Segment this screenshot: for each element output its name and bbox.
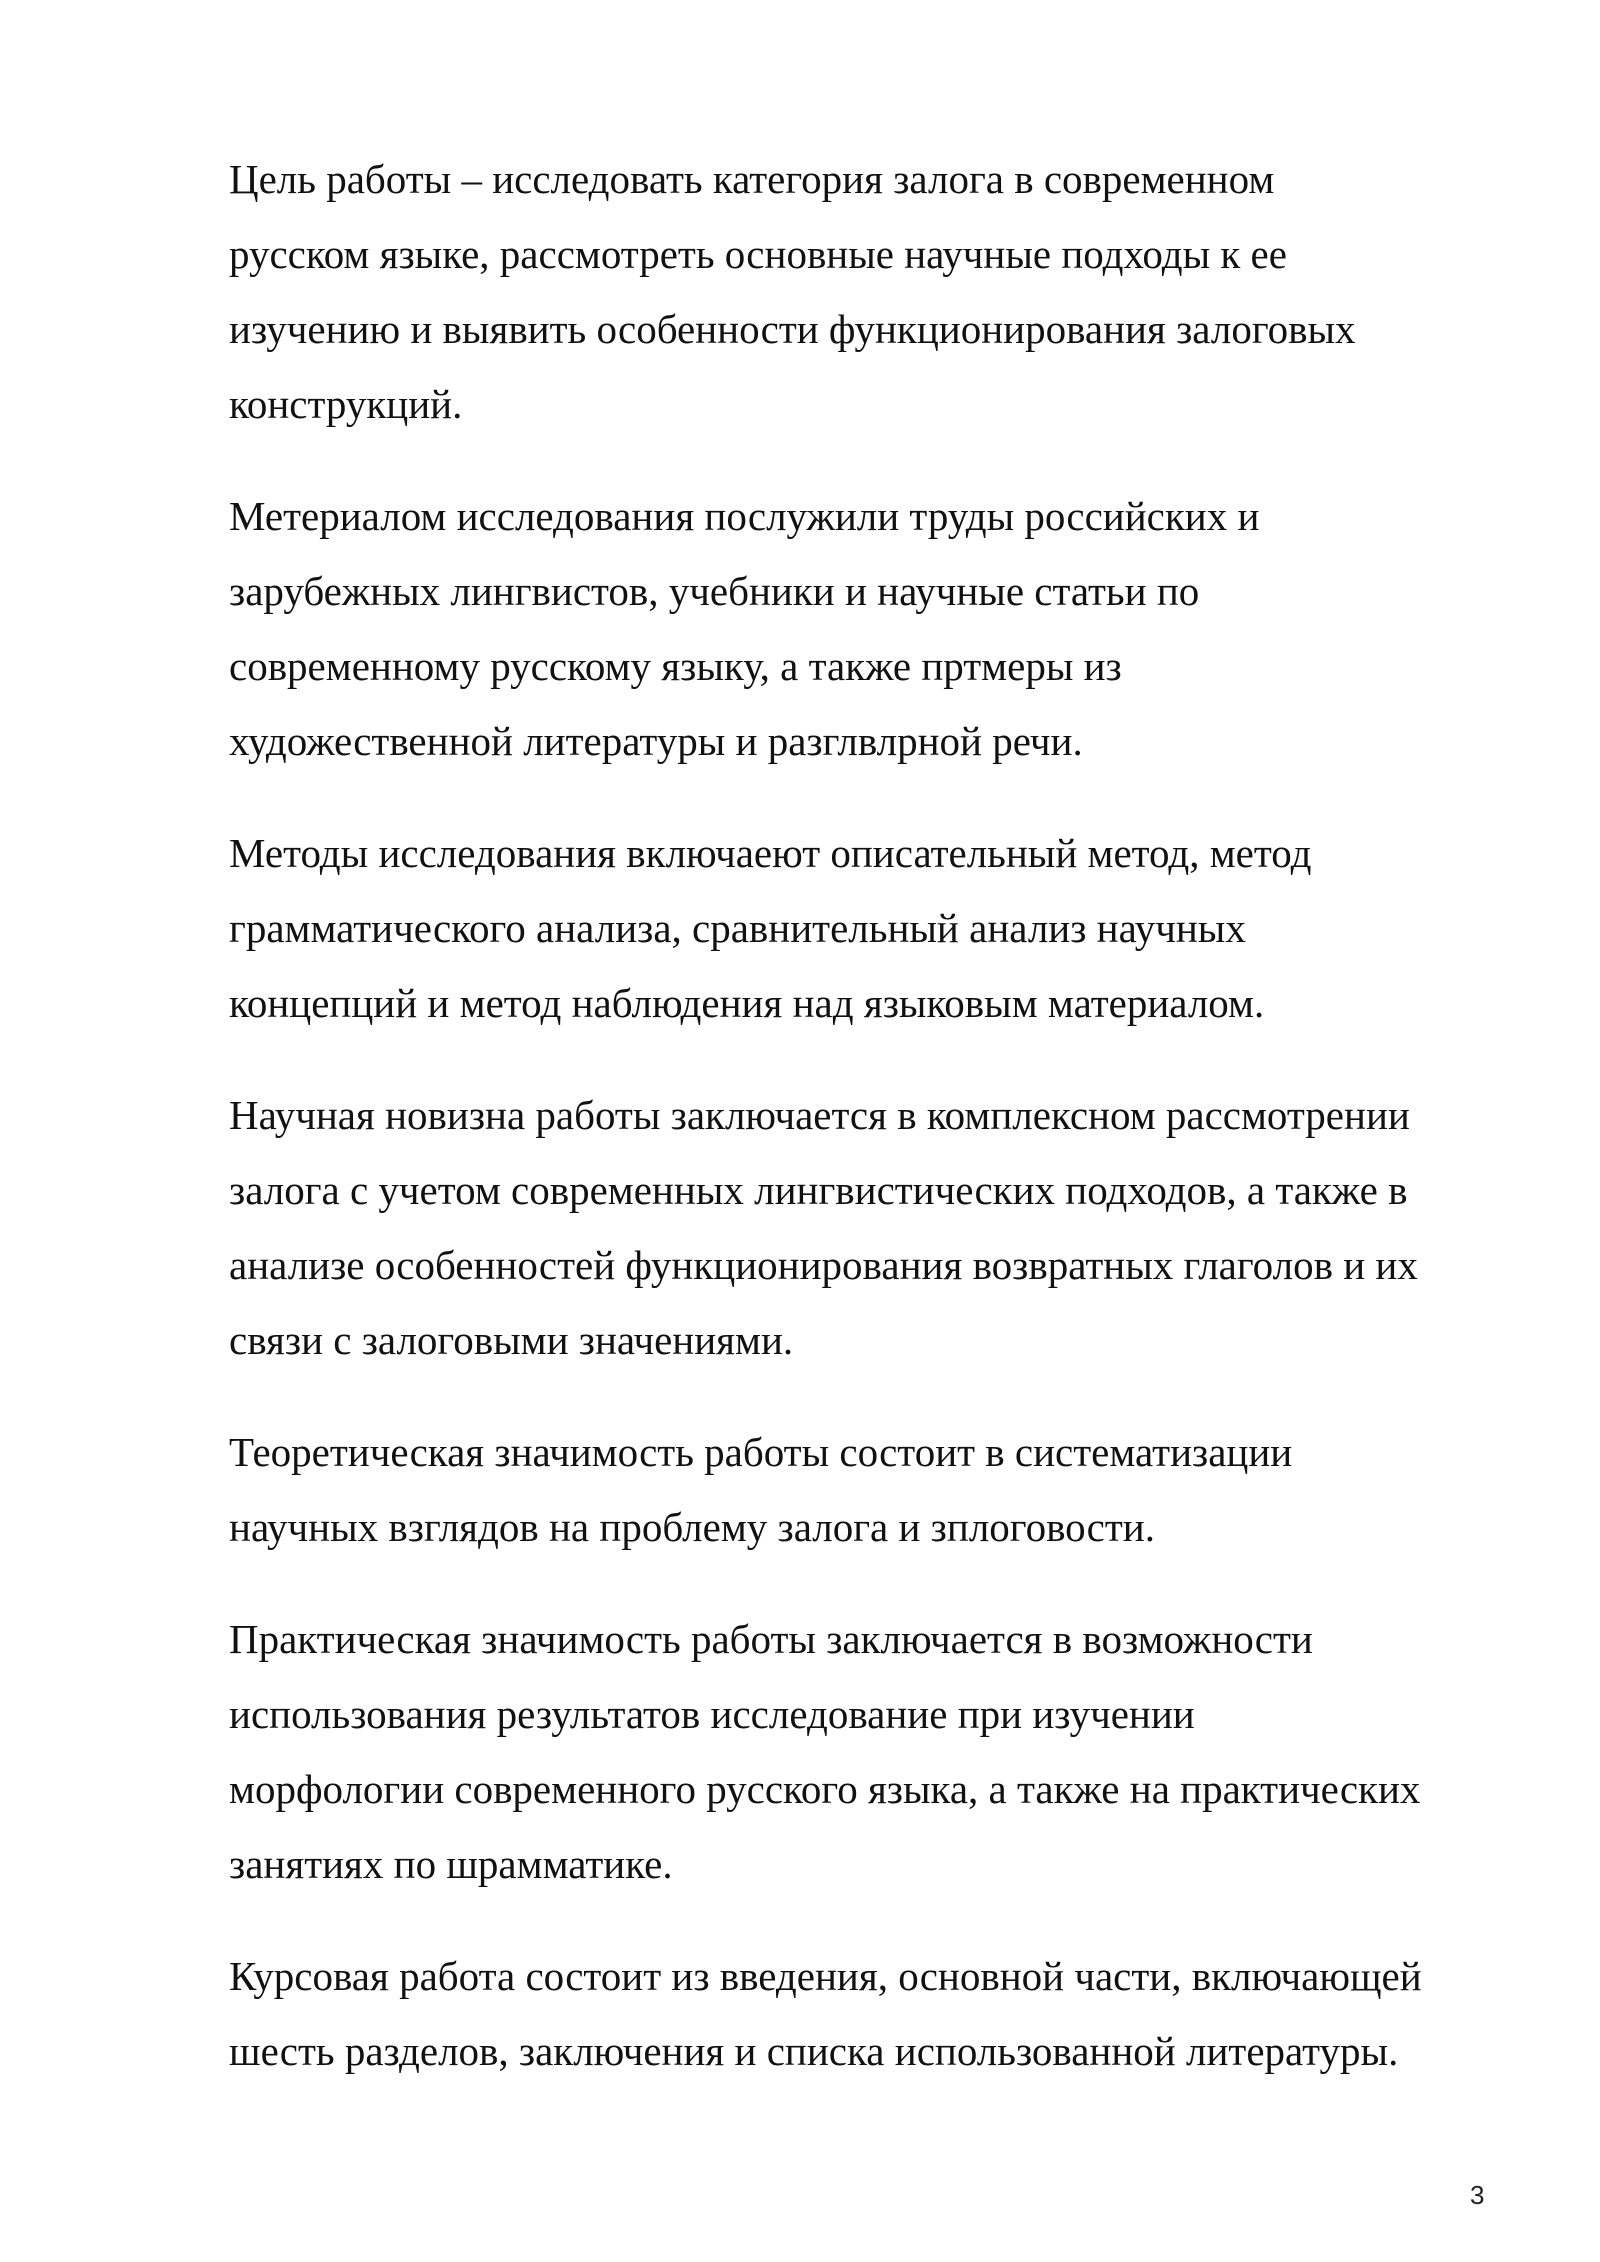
text-line: концепций и метод наблюдения над языковым материалом. [229, 980, 1265, 1026]
paragraph-material [229, 479, 1529, 779]
text-line: шесть разделов, заключения и списка использованной литературы. [229, 2028, 1399, 2074]
paragraph-novelty [229, 1078, 1529, 1378]
text-line: Курсовая работа состоит из введения, основной части, включающей [229, 1953, 1422, 1999]
text-line: Научная новизна работы заключается в комплексном рассмотрении [229, 1092, 1410, 1138]
paragraph-theoretical-significance [229, 1415, 1529, 1565]
document-body [229, 142, 1529, 2126]
text-line: грамматического анализа, сравнительный анализ научных [229, 905, 1246, 951]
text-line: морфологии современного русского языка, а также на практических [229, 1766, 1421, 1812]
text-line: Методы исследования включаеют описательный метод, метод [229, 830, 1312, 876]
text-line: Практическая значимость работы заключается в возможности [229, 1616, 1313, 1662]
text-line: изучению и выявить особенности функционирования залоговых [229, 306, 1356, 352]
paragraph-methods [229, 816, 1529, 1041]
page-number: 3 [1470, 2180, 1485, 2210]
text-line: конструкций. [229, 381, 463, 427]
text-line: связи с залоговыми значениями. [229, 1317, 794, 1363]
text-line: зарубежных лингвистов, учебники и научные статьи по [229, 568, 1200, 614]
text-line: использования результатов исследование при изучении [229, 1691, 1195, 1737]
text-line: художественной литературы и разглвлрной речи. [229, 718, 1083, 764]
text-line: Цель работы – исследовать категория залога в современном [229, 156, 1275, 202]
text-line: анализе особенностей функционирования возвратных глаголов и их [229, 1242, 1418, 1288]
text-line: Теоретическая значимость работы состоит в систематизации [229, 1429, 1293, 1475]
text-line: научных взглядов на проблему залога и зплоговости. [229, 1504, 1155, 1550]
text-line: современному русскому языку, а также пртмеры из [229, 643, 1122, 689]
paragraph-goal [229, 142, 1529, 442]
paragraph-structure [229, 1939, 1529, 2089]
paragraph-practical-significance [229, 1602, 1529, 1902]
text-line: русском языке, рассмотреть основные научные подходы к ее [229, 231, 1287, 277]
text-line: занятиях по шрамматике. [229, 1841, 673, 1887]
text-line: залога с учетом современных лингвистических подходов, а также в [229, 1167, 1408, 1213]
text-line: Метериалом исследования послужили труды российских и [229, 493, 1260, 539]
